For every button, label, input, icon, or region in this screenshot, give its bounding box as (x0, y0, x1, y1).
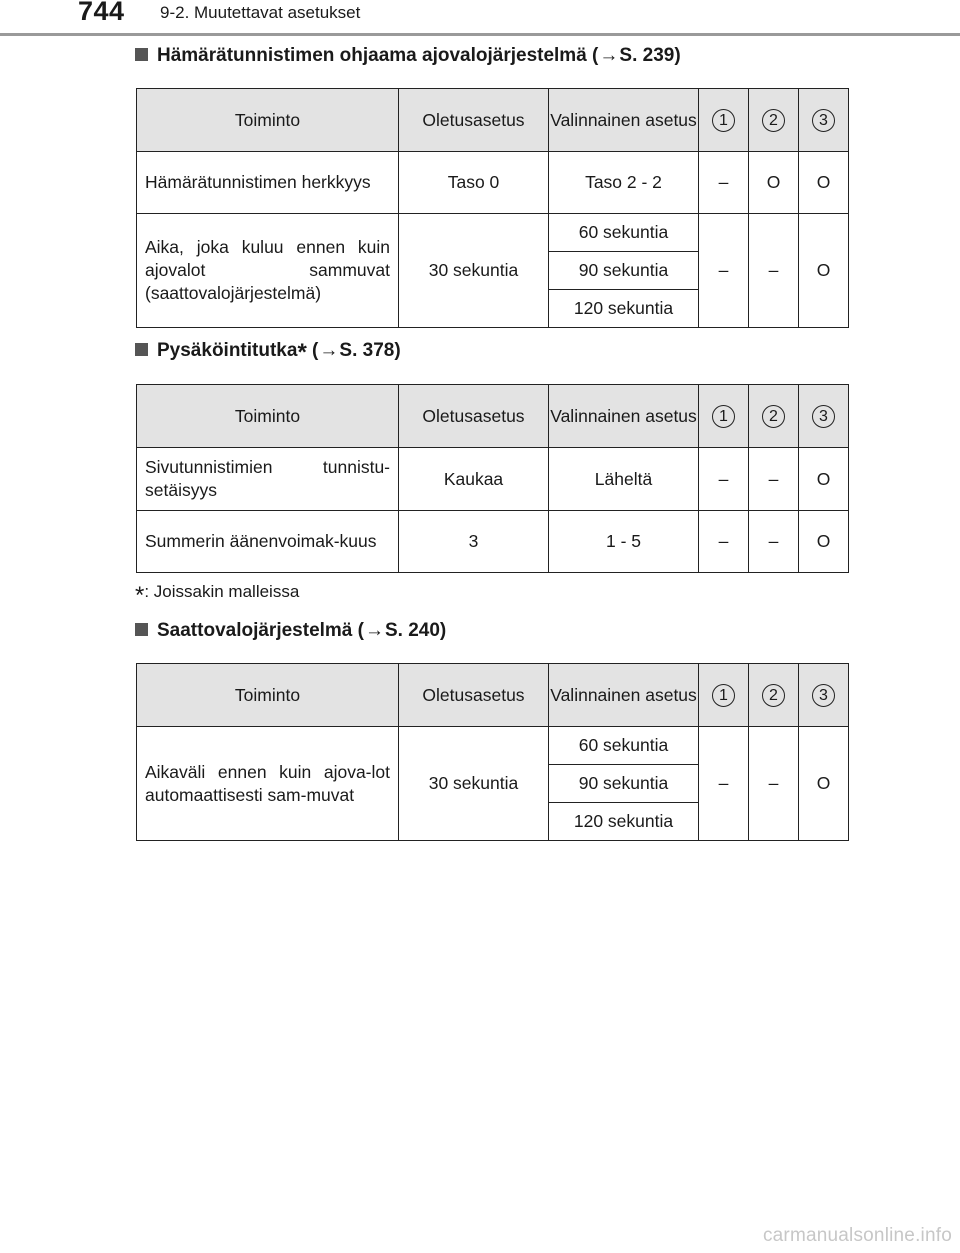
col-header-optional: Valinnainen asetus (549, 89, 699, 152)
col-header-1: 1 (712, 109, 735, 132)
default-value: Taso 0 (399, 152, 549, 214)
asterisk-icon: * (135, 582, 145, 609)
model-1-value: – (699, 214, 749, 328)
default-value: 30 sekuntia (399, 727, 549, 841)
col-header-default: Oletusasetus (399, 664, 549, 727)
option-value: Läheltä (549, 448, 699, 511)
option-value: 60 sekuntia (549, 727, 699, 765)
col-header-2: 2 (762, 684, 785, 707)
header-rule (0, 33, 960, 36)
model-1-value: – (699, 448, 749, 511)
settings-table-parking-sensor (136, 384, 849, 573)
col-header-2: 2 (762, 405, 785, 428)
page-reference[interactable]: S. 378) (339, 340, 401, 361)
model-3-value: O (799, 214, 849, 328)
model-2-value: – (749, 511, 799, 573)
model-3-value: O (799, 152, 849, 214)
section-title-follow-me-lights (135, 620, 446, 642)
option-value: 90 sekuntia (549, 252, 699, 290)
section-title-text: Hämärätunnistimen ohjaama ajovalojärjestelmä ( (157, 45, 599, 66)
table-row (137, 727, 849, 765)
settings-table-follow-me-lights (136, 663, 849, 841)
arrow-icon: → (364, 620, 384, 641)
model-3-value: O (799, 448, 849, 511)
option-value: 60 sekuntia (549, 214, 699, 252)
feature-label: Summerin äänenvoimak-kuus (145, 531, 377, 551)
option-value: 120 sekuntia (549, 803, 699, 841)
table-row (137, 448, 849, 511)
option-value: 120 sekuntia (549, 290, 699, 328)
model-2-value: – (749, 214, 799, 328)
model-3-value: O (799, 511, 849, 573)
page-header (0, 0, 960, 36)
footnote-text: : Joissakin malleissa (144, 582, 300, 601)
section-title-parking-sensor: Pysäköintitutka * ( → S. 378) (135, 340, 401, 362)
watermark: carmanualsonline.info (762, 1225, 952, 1246)
col-header-function: Toiminto (137, 89, 399, 152)
model-2-value: O (749, 152, 799, 214)
model-2-value: – (749, 727, 799, 841)
model-1-value: – (699, 152, 749, 214)
model-1-value: – (699, 727, 749, 841)
section-title-text: Pysäköintitutka (157, 340, 298, 361)
page-reference[interactable]: S. 240) (384, 620, 447, 641)
table-row (137, 214, 849, 252)
square-bullet-icon (135, 623, 148, 636)
col-header-1: 1 (712, 405, 735, 428)
arrow-icon: → (319, 340, 339, 361)
paren-open: ( (306, 340, 319, 361)
model-2-value: – (749, 448, 799, 511)
default-value: 30 sekuntia (399, 214, 549, 328)
col-header-3: 3 (812, 405, 835, 428)
default-value: 3 (399, 511, 549, 573)
section-title-twilight-sensor (135, 45, 681, 67)
col-header-default: Oletusasetus (399, 385, 549, 448)
arrow-icon: → (599, 45, 619, 66)
feature-label: Sivutunnistimien tunnistu-setäisyys (145, 457, 390, 500)
square-bullet-icon (135, 48, 148, 61)
table-row (137, 152, 849, 214)
option-value: Taso 2 - 2 (549, 152, 699, 214)
page-number: 744 (78, 0, 125, 26)
col-header-optional: Valinnainen asetus (549, 385, 699, 448)
col-header-function: Toiminto (137, 385, 399, 448)
option-value: 1 - 5 (549, 511, 699, 573)
col-header-optional: Valinnainen asetus (549, 664, 699, 727)
col-header-2: 2 (762, 109, 785, 132)
page-reference[interactable]: S. 239) (619, 45, 681, 66)
feature-label: Aika, joka kuluu ennen kuin ajovalot sammuvat (saattovalojärjestelmä) (145, 237, 390, 303)
square-bullet-icon (135, 343, 148, 356)
col-header-1: 1 (712, 684, 735, 707)
table-header-row (137, 664, 849, 727)
model-1-value: – (699, 511, 749, 573)
settings-table-twilight-sensor (136, 88, 849, 328)
feature-label: Aikaväli ennen kuin ajova-lot automaattisesti sam-muvat (145, 761, 390, 805)
chapter-title: 9-2. Muutettavat asetukset (160, 3, 361, 22)
footnote (135, 582, 300, 609)
table-header-row (137, 89, 849, 152)
col-header-3: 3 (812, 109, 835, 132)
section-title-text: Saattovalojärjestelmä ( (157, 620, 364, 641)
feature-label: Hämärätunnistimen herkkyys (145, 172, 371, 192)
col-header-default: Oletusasetus (399, 89, 549, 152)
col-header-3: 3 (812, 684, 835, 707)
option-value: 90 sekuntia (549, 765, 699, 803)
col-header-function: Toiminto (137, 664, 399, 727)
table-row (137, 511, 849, 573)
default-value: Kaukaa (399, 448, 549, 511)
table-header-row (137, 385, 849, 448)
model-3-value: O (799, 727, 849, 841)
